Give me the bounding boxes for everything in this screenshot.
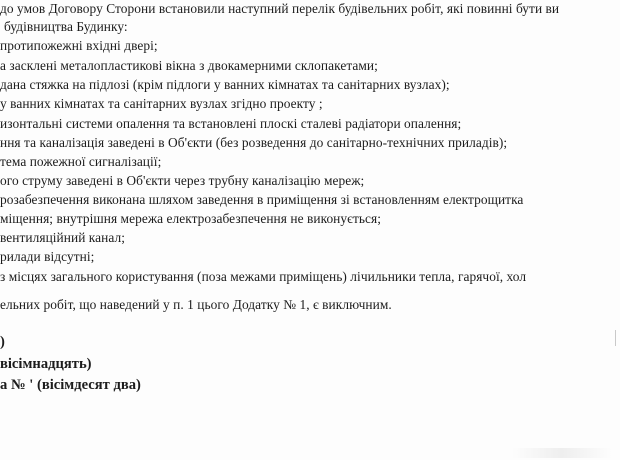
scan-bracket-mark: [609, 330, 616, 346]
bold-line-3: а № ' (вісімдесят два): [0, 377, 141, 393]
text-line-6: у ванних кімнатах та санітарних вузлах згідно проекту ;: [0, 96, 323, 111]
text-line-1: до умов Договору Сторони встановили наступний перелік будівельних робіт, які повинні бути ви: [0, 1, 560, 16]
text-line-4: а засклені металопластикові вікна з двокамерними склопакетами;: [0, 58, 378, 73]
text-line-2: будівництва Будинку:: [4, 19, 128, 34]
text-line-16: ельних робіт, що наведений у п. 1 цього Додатку № 1, є виключним.: [0, 297, 392, 312]
text-line-5: дана стяжка на підлозі (крім підлоги у ванних кімнатах та санітарних вузлах);: [0, 77, 450, 92]
text-line-3: протипожежні вхідні двері;: [0, 38, 158, 53]
text-line-14: рилади відсутні;: [0, 249, 95, 264]
text-line-15: з місцях загального користування (поза межами приміщень) лічильники тепла, гарячої, хол: [0, 269, 527, 284]
text-line-8: ння та каналізація заведені в Об'єкти (без розведення до санітарно-технічних приладів);: [0, 135, 508, 150]
text-line-10: ого струму заведені в Об'єкти через трубну каналізацію мереж;: [0, 173, 365, 188]
text-line-11: розабезпечення виконана шляхом заведення в приміщення зі встановленням електрощитка: [0, 192, 524, 207]
text-line-13: вентиляційний канал;: [0, 230, 125, 245]
text-line-12: міщення; внутрішня мережа електрозабезпечення не виконується;: [0, 211, 381, 226]
bold-line-1: ): [0, 334, 5, 350]
text-line-7: изонтальні системи опалення та встановлені плоскі сталеві радіатори опалення;: [0, 116, 462, 131]
text-line-9: тема пожежної сигналізації;: [0, 154, 162, 169]
bold-line-2: вісімнадцять): [0, 356, 92, 372]
scan-smudge: [512, 448, 612, 458]
